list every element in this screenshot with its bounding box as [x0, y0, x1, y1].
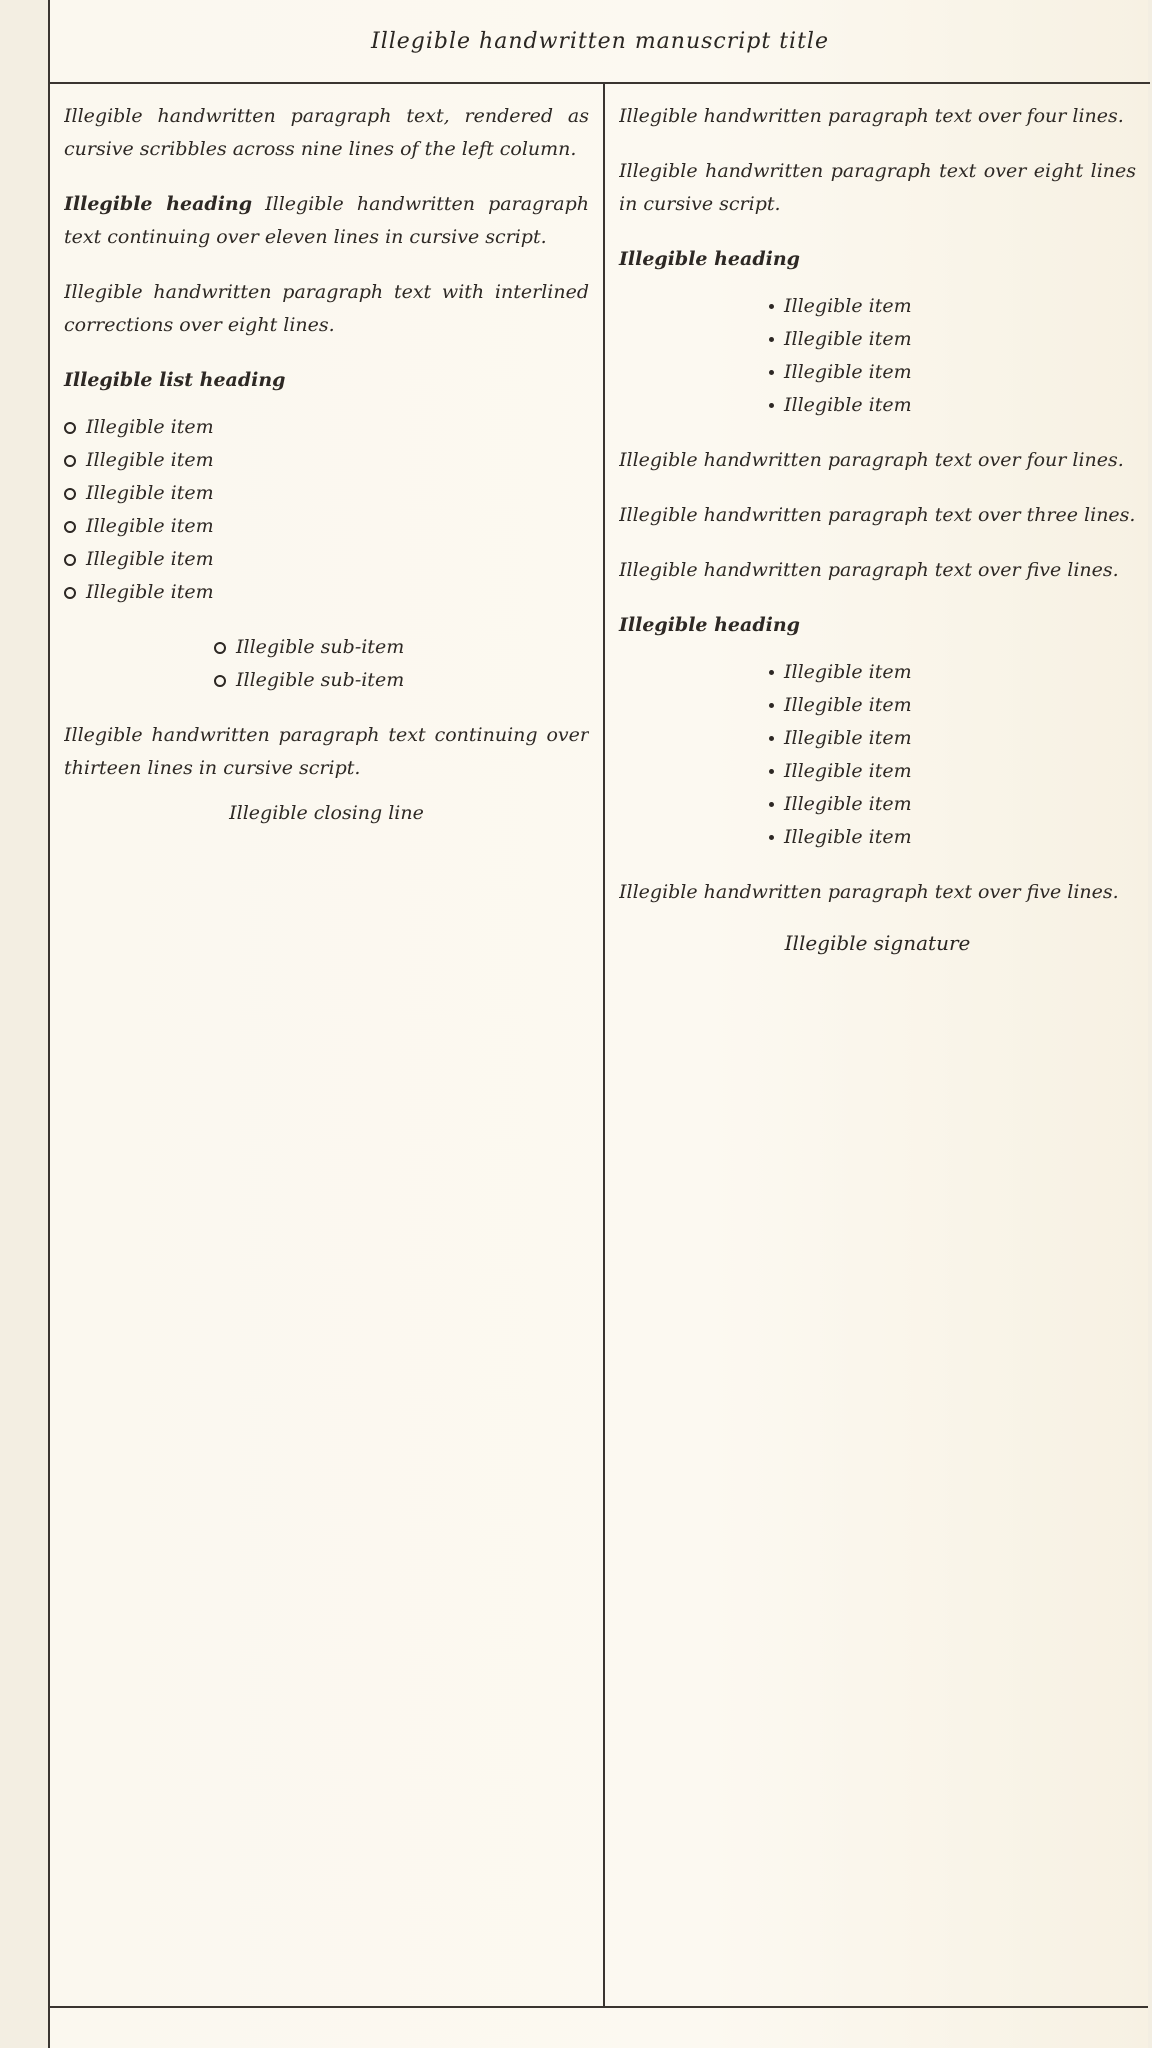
- circle-bullet-icon: [64, 587, 76, 599]
- left-paragraph-1: Illegible handwritten paragraph text, rendered as cursive scribbles across nine lines of the left column.: [64, 105, 589, 160]
- list-item-label: Illegible item: [784, 295, 912, 317]
- left-paragraph-4: Illegible handwritten paragraph text continuing over thirteen lines in cursive script.: [64, 724, 589, 779]
- list-item-label: Illegible item: [86, 515, 214, 537]
- list-item-label: Illegible item: [784, 727, 912, 749]
- right-paragraph-2: Illegible handwritten paragraph text over eight lines in cursive script.: [619, 160, 1136, 215]
- list-item-label: Illegible item: [86, 548, 214, 570]
- list-item: [769, 290, 1136, 323]
- list-item-label: Illegible sub-item: [236, 636, 405, 658]
- list-item: [769, 323, 1136, 356]
- list-item: [769, 788, 1136, 821]
- left-paragraph-2-lead: Illegible heading: [64, 193, 253, 215]
- list-item: [769, 821, 1136, 854]
- list-item-label: Illegible item: [784, 328, 912, 350]
- page-header: [50, 0, 1150, 84]
- list-item: [64, 477, 589, 510]
- list-item: [214, 631, 589, 664]
- list-item-label: Illegible sub-item: [236, 669, 405, 691]
- dot-bullet-icon: [769, 403, 774, 408]
- list-item-label: Illegible item: [784, 361, 912, 383]
- list-item-label: Illegible item: [784, 661, 912, 683]
- list-item: [769, 689, 1136, 722]
- list-item-label: Illegible item: [784, 760, 912, 782]
- list-item: [64, 444, 589, 477]
- list-item-label: Illegible item: [86, 449, 214, 471]
- right-list-1: [769, 290, 1136, 422]
- list-item: [64, 411, 589, 444]
- right-list-2-heading: Illegible heading: [619, 614, 800, 636]
- right-list-1-heading: Illegible heading: [619, 248, 800, 270]
- left-paragraph-3: Illegible handwritten paragraph text with interlined corrections over eight lines.: [64, 281, 589, 336]
- dot-bullet-icon: [769, 802, 774, 807]
- left-paragraph-2: [64, 188, 589, 254]
- right-paragraph-5: Illegible handwritten paragraph text over three lines.: [619, 504, 1136, 526]
- right-paragraph-6: Illegible handwritten paragraph text over five lines.: [619, 559, 1119, 581]
- dot-bullet-icon: [769, 670, 774, 675]
- list-item: [769, 656, 1136, 689]
- circle-bullet-icon: [214, 675, 226, 687]
- list-item: [769, 722, 1136, 755]
- circle-bullet-icon: [64, 488, 76, 500]
- list-item-label: Illegible item: [86, 416, 214, 438]
- manuscript-page: [48, 0, 1148, 2048]
- list-item-label: Illegible item: [784, 694, 912, 716]
- dot-bullet-icon: [769, 703, 774, 708]
- list-item: [769, 356, 1136, 389]
- list-item: [214, 664, 589, 697]
- list-item-label: Illegible item: [86, 581, 214, 603]
- list-item: [769, 755, 1136, 788]
- list-item-label: Illegible item: [86, 482, 214, 504]
- dot-bullet-icon: [769, 337, 774, 342]
- left-sublist: [214, 631, 589, 697]
- left-paragraph-2-body: Illegible handwritten paragraph text continuing over eleven lines in cursive script.: [64, 193, 589, 248]
- list-item: [64, 510, 589, 543]
- list-item: [769, 389, 1136, 422]
- bottom-rule: [48, 2006, 1148, 2008]
- list-item: [64, 576, 589, 609]
- circle-bullet-icon: [64, 554, 76, 566]
- list-item-label: Illegible item: [784, 394, 912, 416]
- right-list-2: [769, 656, 1136, 854]
- left-list-heading: Illegible list heading: [64, 369, 286, 391]
- right-paragraph-8: Illegible handwritten paragraph text over five lines.: [619, 881, 1119, 903]
- left-list: [64, 411, 589, 609]
- left-column: [50, 84, 605, 2006]
- list-item-label: Illegible item: [784, 826, 912, 848]
- dot-bullet-icon: [769, 736, 774, 741]
- left-paragraph-4-end: Illegible closing line: [229, 802, 424, 824]
- dot-bullet-icon: [769, 370, 774, 375]
- circle-bullet-icon: [64, 521, 76, 533]
- page-title: Illegible handwritten manuscript title: [371, 28, 829, 54]
- list-item: [64, 543, 589, 576]
- circle-bullet-icon: [214, 642, 226, 654]
- right-paragraph-4: Illegible handwritten paragraph text over four lines.: [619, 449, 1124, 471]
- circle-bullet-icon: [64, 422, 76, 434]
- right-paragraph-1: Illegible handwritten paragraph text over four lines.: [619, 105, 1124, 127]
- dot-bullet-icon: [769, 769, 774, 774]
- list-item-label: Illegible item: [784, 793, 912, 815]
- circle-bullet-icon: [64, 455, 76, 467]
- dot-bullet-icon: [769, 304, 774, 309]
- dot-bullet-icon: [769, 835, 774, 840]
- signature: Illegible signature: [784, 931, 971, 955]
- right-column: [605, 84, 1150, 2006]
